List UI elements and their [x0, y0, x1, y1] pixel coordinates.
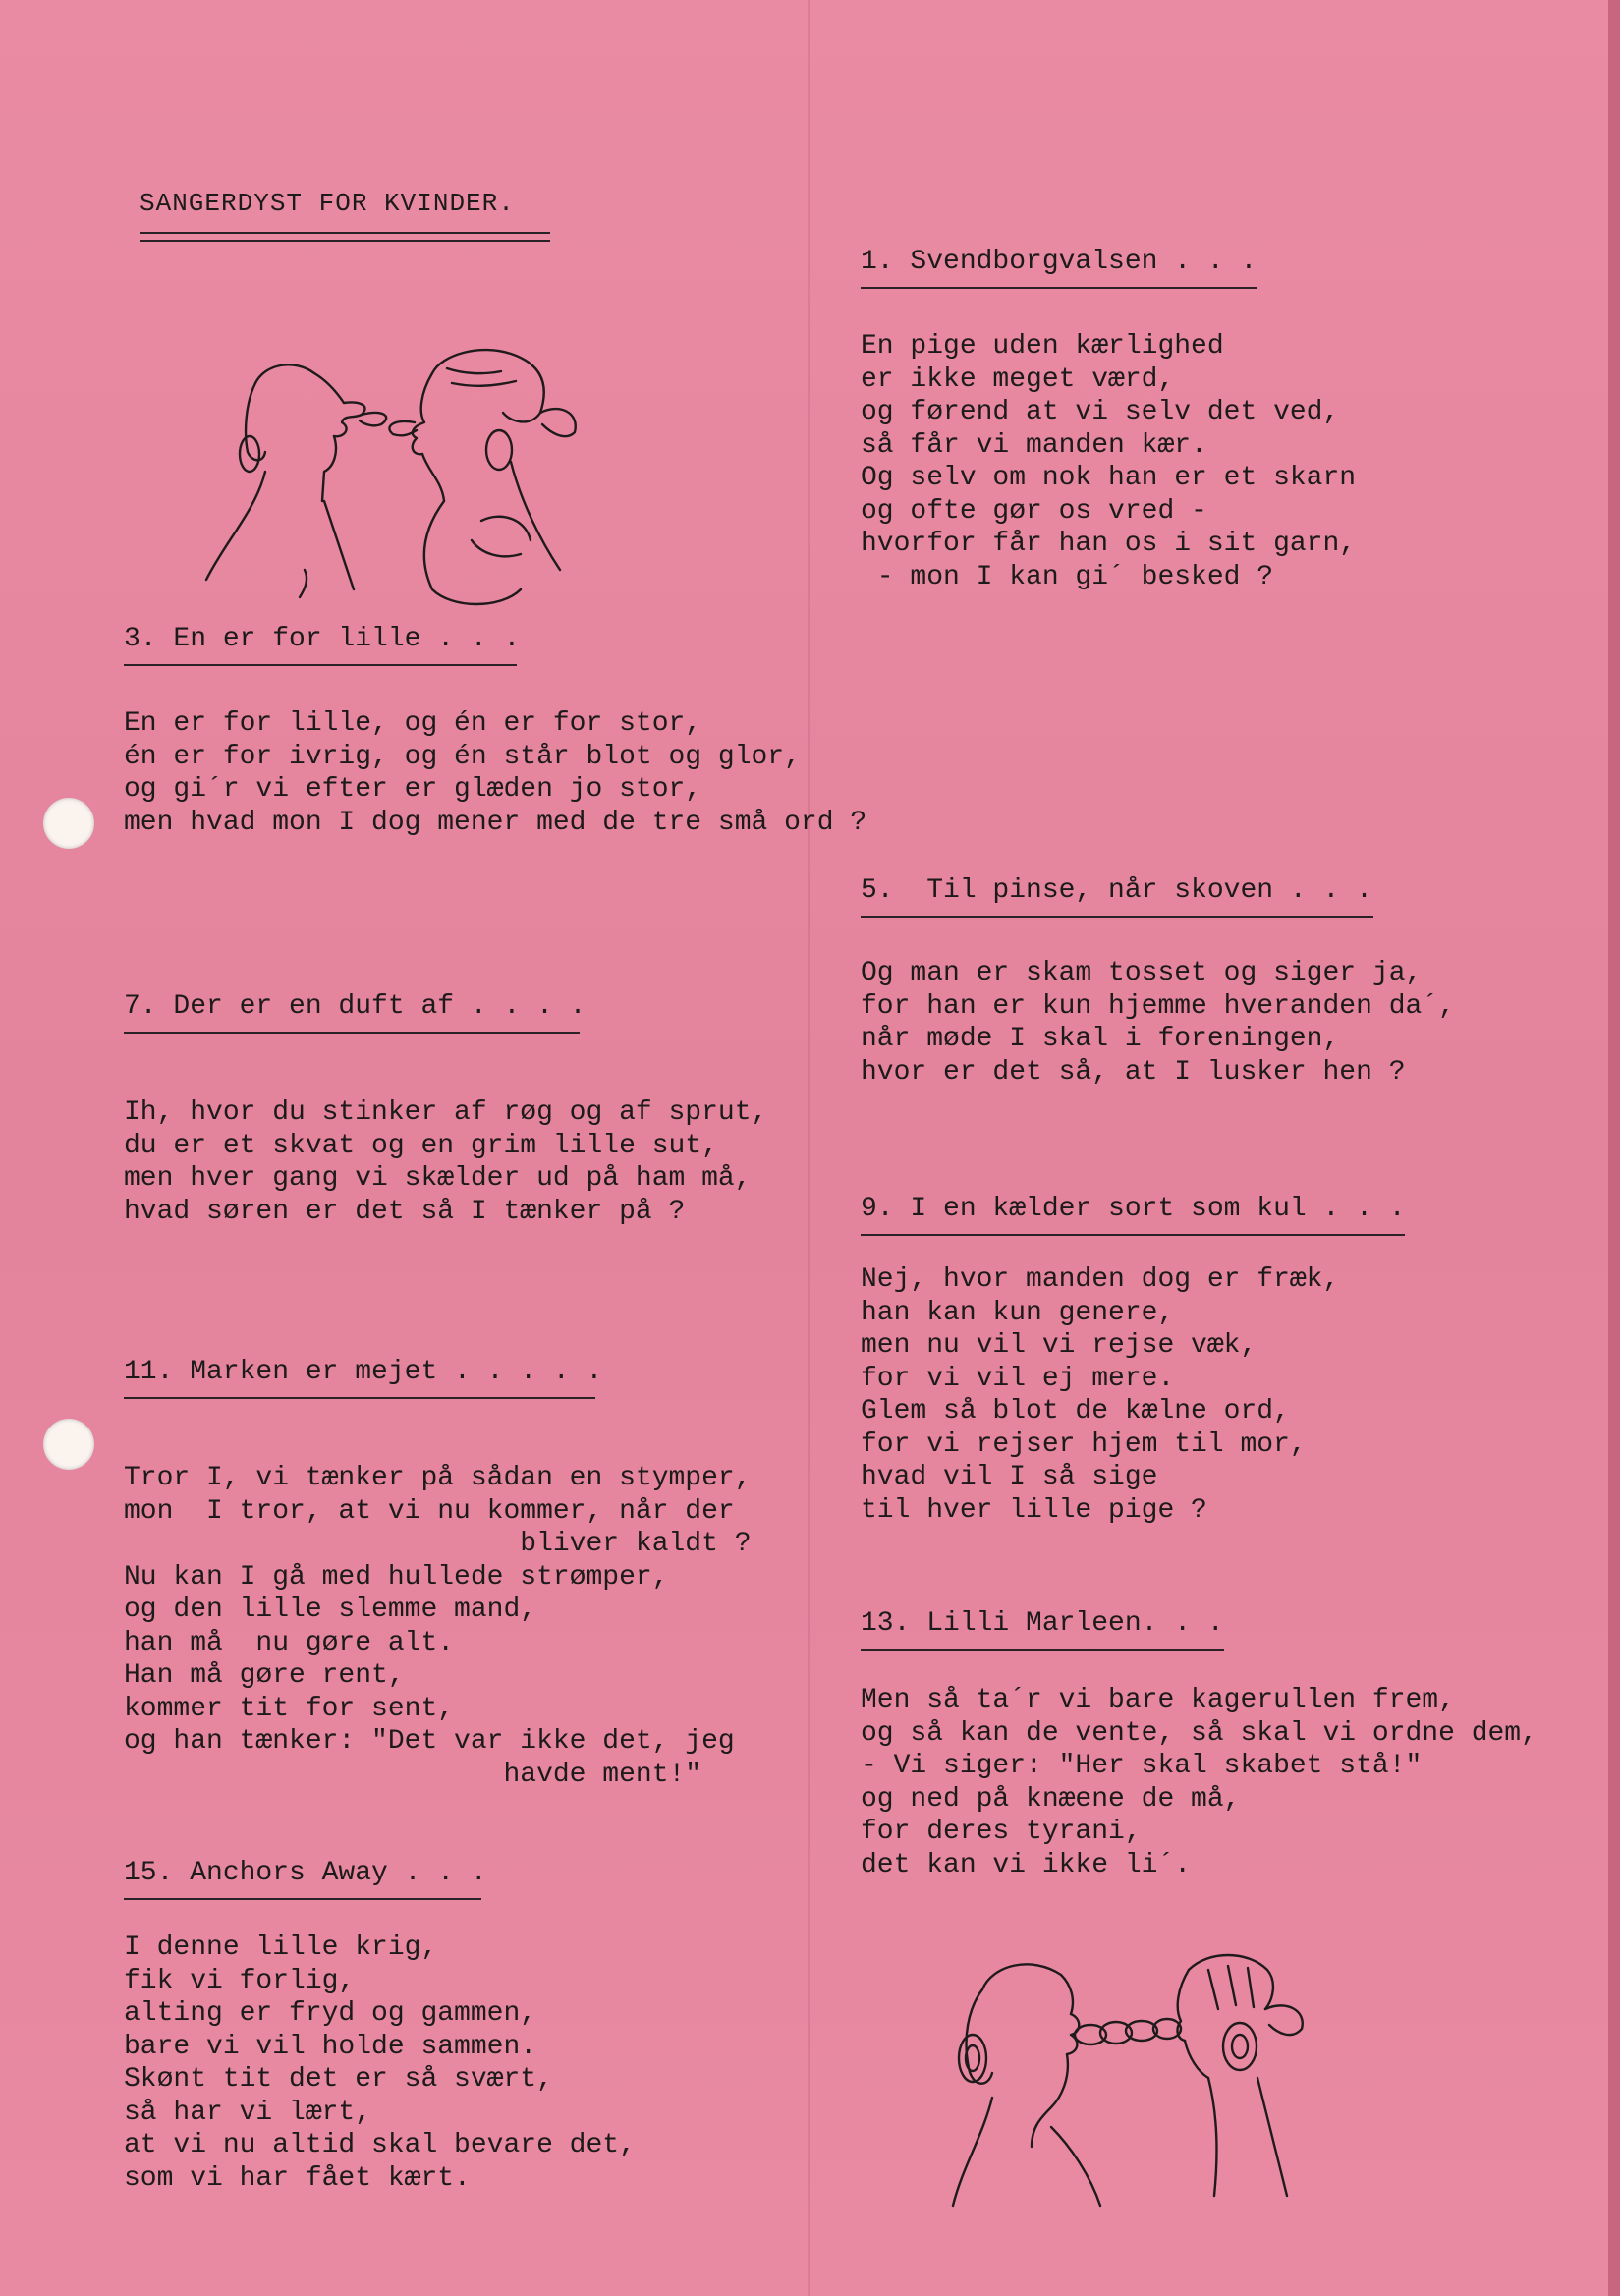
verse-line: og han tænker: "Det var ikke det, jeg [124, 1726, 735, 1757]
song-5 [861, 874, 1470, 1089]
title-double-underline [140, 232, 550, 242]
verse-line: og gi´r vi efter er glæden jo stor, [124, 774, 702, 805]
verse-line: du er et skvat og en grim lille sut, [124, 1130, 718, 1161]
song-heading: 5. Til pinse, når skoven . . . [861, 875, 1372, 906]
verse-line: og førend at vi selv det ved, [861, 397, 1340, 427]
fold-crease [808, 0, 810, 2296]
song-verse [124, 707, 890, 839]
verse-line: Ih, hvor du stinker af røg og af sprut, [124, 1097, 768, 1128]
song-1 [861, 246, 1371, 593]
verse-line: Tror I, vi tænker på sådan en stymper, [124, 1463, 752, 1493]
verse-line: - mon I kan gi´ besked ? [861, 561, 1274, 592]
song-verse [124, 1462, 811, 1791]
verse-line: men hvad mon I dog mener med de tre små ord ? [124, 807, 867, 838]
verse-line: hvad søren er det så I tænker på ? [124, 1196, 686, 1227]
verse-line: så får vi manden kær. [861, 429, 1207, 461]
verse-line: men hver gang vi skælder ud på ham må, [124, 1163, 752, 1194]
verse-line: Og man er skam tosset og siger ja, [861, 958, 1423, 988]
song-verse [124, 1932, 772, 2195]
song-9 [861, 1193, 1470, 1527]
song-7 [124, 990, 792, 1228]
verse-line: for deres tyrani, [861, 1817, 1142, 1847]
verse-line: at vi nu altid skal bevare det, [124, 2130, 636, 2160]
verse-line: når møde I skal i foreningen, [861, 1024, 1340, 1054]
verse-line: - Vi siger: "Her skal skabet stå!" [861, 1751, 1423, 1781]
verse-line: Han må gøre rent, [124, 1660, 405, 1691]
verse-line: fik vi forlig, [124, 1965, 356, 1996]
heading-underline [861, 1234, 1405, 1236]
song-15 [124, 1857, 772, 2195]
verse-line: Skønt tit det er så svært, [124, 2064, 553, 2095]
verse-line: bliver kaldt ? [124, 1529, 752, 1559]
song-13 [861, 1607, 1568, 1881]
song-heading: 15. Anchors Away . . . [124, 1858, 487, 1888]
verse-line: kommer tit for sent, [124, 1693, 455, 1724]
verse-line: for vi rejser hjem til mor, [861, 1428, 1307, 1460]
heading-underline [124, 1397, 595, 1399]
song-verse [124, 1096, 792, 1228]
couple-illustration-bottom [923, 1950, 1316, 2235]
heading-underline [124, 664, 517, 666]
verse-line: men nu vil vi rejse væk, [861, 1330, 1257, 1361]
verse-line: det kan vi ikke li´. [861, 1849, 1192, 1880]
verse-line: for vi vil ej mere. [861, 1363, 1175, 1394]
verse-line: én er for ivrig, og én står blot og glor, [124, 741, 801, 772]
song-heading: 3. En er for lille . . . [124, 624, 521, 654]
song-heading: 1. Svendborgvalsen . . . [861, 247, 1257, 277]
verse-line: så har vi lært, [124, 2097, 372, 2128]
song-verse [861, 1263, 1470, 1527]
song-3 [124, 623, 890, 839]
heading-underline [861, 1649, 1224, 1651]
verse-line: bare vi vil holde sammen. [124, 2031, 537, 2062]
paper-edge [1608, 0, 1620, 2296]
song-verse [861, 957, 1470, 1089]
heading-underline [124, 1032, 580, 1034]
verse-line: hvorfor får han os i sit garn, [861, 529, 1357, 559]
verse-line: hvad vil I så sige [861, 1462, 1158, 1492]
heading-underline [124, 1898, 481, 1900]
punch-hole [43, 1419, 94, 1470]
verse-line: havde ment!" [124, 1759, 702, 1790]
verse-line: og ofte gør os vred - [861, 495, 1207, 527]
verse-line: og så kan de vente, så skal vi ordne dem, [861, 1717, 1537, 1749]
document-title: SANGERDYST FOR KVINDER. [140, 189, 515, 218]
verse-line: Glem så blot de kælne ord, [861, 1396, 1290, 1427]
song-heading: 7. Der er en duft af . . . . [124, 991, 587, 1022]
verse-line: han må nu gøre alt. [124, 1627, 455, 1658]
song-verse [861, 330, 1371, 593]
song-11 [124, 1356, 811, 1791]
verse-line: alting er fryd og gammen, [124, 1998, 537, 2029]
verse-line: Og selv om nok han er et skarn [861, 463, 1357, 493]
verse-line: Men så ta´r vi bare kagerullen frem, [861, 1685, 1455, 1715]
verse-line: En er for lille, og én er for stor, [124, 708, 702, 739]
verse-line: og ned på knæene de må, [861, 1783, 1241, 1815]
verse-line: og den lille slemme mand, [124, 1595, 537, 1625]
verse-line: I denne lille krig, [124, 1932, 438, 1963]
couple-illustration-top [187, 344, 609, 629]
verse-line: for han er kun hjemme hveranden da´, [861, 990, 1455, 1022]
verse-line: hvor er det så, at I lusker hen ? [861, 1056, 1406, 1088]
heading-underline [861, 287, 1257, 289]
punch-hole [43, 798, 94, 849]
verse-line: mon I tror, at vi nu kommer, når der [124, 1495, 735, 1527]
heading-underline [861, 916, 1373, 918]
verse-line: til hver lille pige ? [861, 1494, 1207, 1526]
verse-line: er ikke meget værd, [861, 364, 1175, 395]
verse-line: som vi har fået kært. [124, 2162, 471, 2194]
song-verse [861, 1684, 1568, 1881]
song-heading: 9. I en kælder sort som kul . . . [861, 1194, 1406, 1224]
verse-line: han kan kun genere, [861, 1297, 1175, 1328]
verse-line: Nu kan I gå med hullede strømper, [124, 1561, 669, 1593]
song-heading: 13. Lilli Marleen. . . [861, 1608, 1224, 1639]
verse-line: Nej, hvor manden dog er fræk, [861, 1264, 1340, 1295]
verse-line: En pige uden kærlighed [861, 331, 1224, 362]
song-heading: 11. Marken er mejet . . . . . [124, 1357, 603, 1387]
